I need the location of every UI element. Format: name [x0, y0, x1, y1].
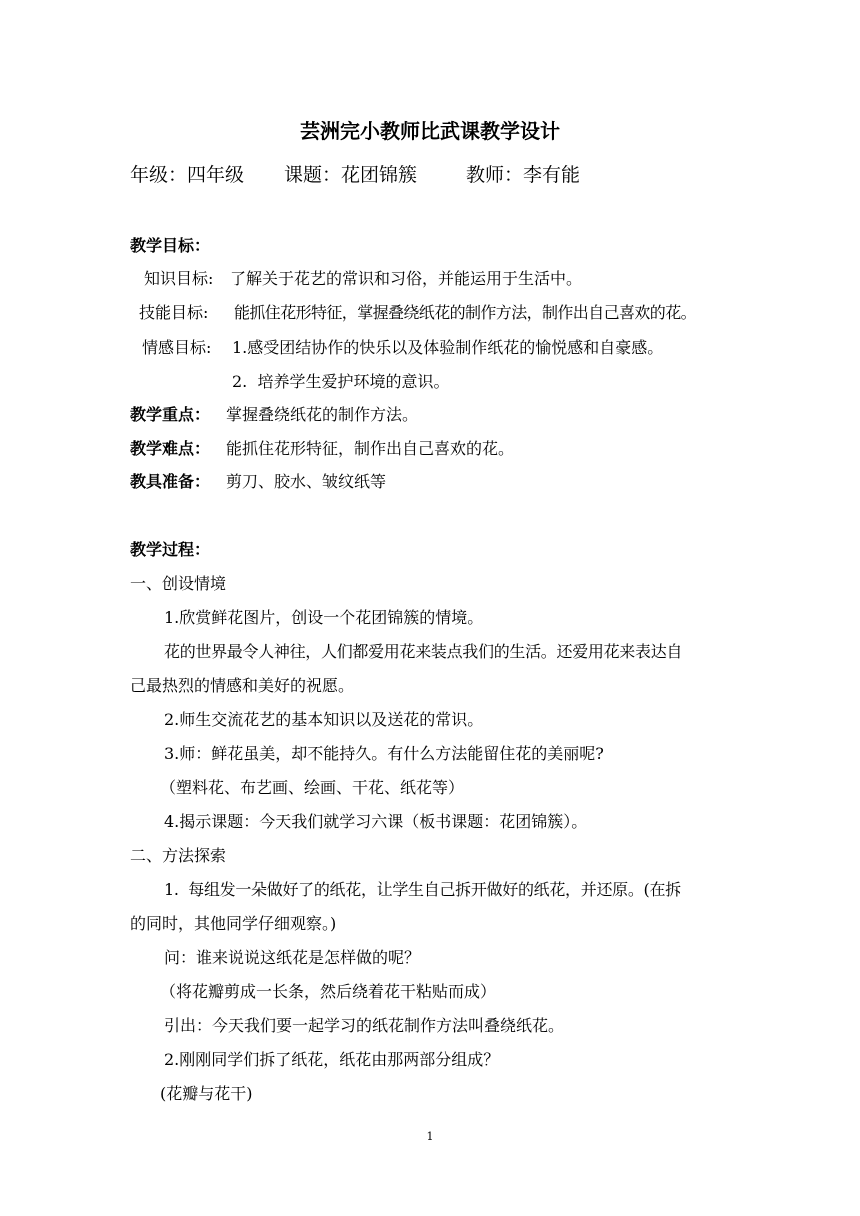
grade-label: 年级：四年级 [130, 164, 245, 186]
paragraph-continuation: 己最热烈的情感和美好的祝愿。 [130, 676, 355, 695]
paragraph: (花瓣与花干) [160, 1084, 253, 1103]
paragraph: 引出：今天我们要一起学习的纸花制作方法叫叠绕纸花。 [164, 1016, 565, 1035]
emotion-goal-label: 情感目标: [142, 338, 212, 357]
emotion-goal-item-2: 2. 培养学生爱护环境的意识。 [232, 372, 450, 391]
paragraph: 3.师：鲜花虽美，却不能持久。有什么方法能留住花的美丽呢? [164, 744, 604, 763]
difficulty-text: 能抓住花形特征，制作出自己喜欢的花。 [226, 439, 515, 458]
process-heading: 教学过程： [130, 540, 211, 559]
paragraph: 花的世界最令人神往，人们都爱用花来装点我们的生活。还爱用花来表达自 [164, 642, 683, 661]
section-heading-1: 一、创设情境 [130, 574, 227, 593]
emotion-goal-item-1: 1.感受团结协作的快乐以及体验制作纸花的愉悦感和自豪感。 [232, 338, 664, 357]
skill-goal-text: 能抓住花形特征，掌握叠绕纸花的制作方法，制作出自己喜欢的花。 [234, 303, 697, 322]
paragraph: 2.师生交流花艺的基本知识以及送花的常识。 [164, 710, 484, 729]
skill-goal-label: 技能目标: [139, 303, 209, 322]
document-title: 芸洲完小教师比武课教学设计 [300, 119, 560, 143]
difficulty-label: 教学难点： [130, 439, 211, 458]
paragraph: 1.欣赏鲜花图片，创设一个花团锦簇的情境。 [164, 608, 484, 627]
goals-heading: 教学目标： [130, 236, 211, 255]
paragraph: （将花瓣剪成一长条，然后绕着花干粘贴而成） [160, 982, 497, 1001]
section-heading-2: 二、方法探索 [130, 846, 227, 865]
tools-text: 剪刀、胶水、皱纹纸等 [226, 472, 387, 491]
key-point-label: 教学重点： [130, 405, 211, 424]
paragraph: 2.刚刚同学们拆了纸花，纸花由那两部分组成？ [164, 1050, 500, 1069]
page-number: 1 [426, 1130, 434, 1143]
knowledge-goal-text: 了解关于花艺的常识和习俗，并能运用于生活中。 [230, 269, 583, 288]
paragraph: 4.揭示课题：今天我们就学习六课（板书课题：花团锦簇）。 [164, 812, 588, 831]
paragraph: （塑料花、布艺画、绘画、干花、纸花等） [160, 778, 465, 797]
paragraph: 问：谁来说说这纸花是怎样做的呢？ [164, 948, 421, 967]
paragraph: 1. 每组发一朵做好了的纸花，让学生自己拆开做好的纸花，并还原。(在拆 [164, 880, 681, 899]
tools-label: 教具准备： [130, 472, 211, 491]
paragraph-continuation: 的同时，其他同学仔细观察。) [130, 914, 337, 933]
teacher-label: 教师：李有能 [466, 164, 581, 186]
key-point-text: 掌握叠绕纸花的制作方法。 [226, 405, 419, 424]
knowledge-goal-label: 知识目标: [144, 269, 214, 288]
topic-label: 课题：花团锦簇 [284, 164, 418, 186]
